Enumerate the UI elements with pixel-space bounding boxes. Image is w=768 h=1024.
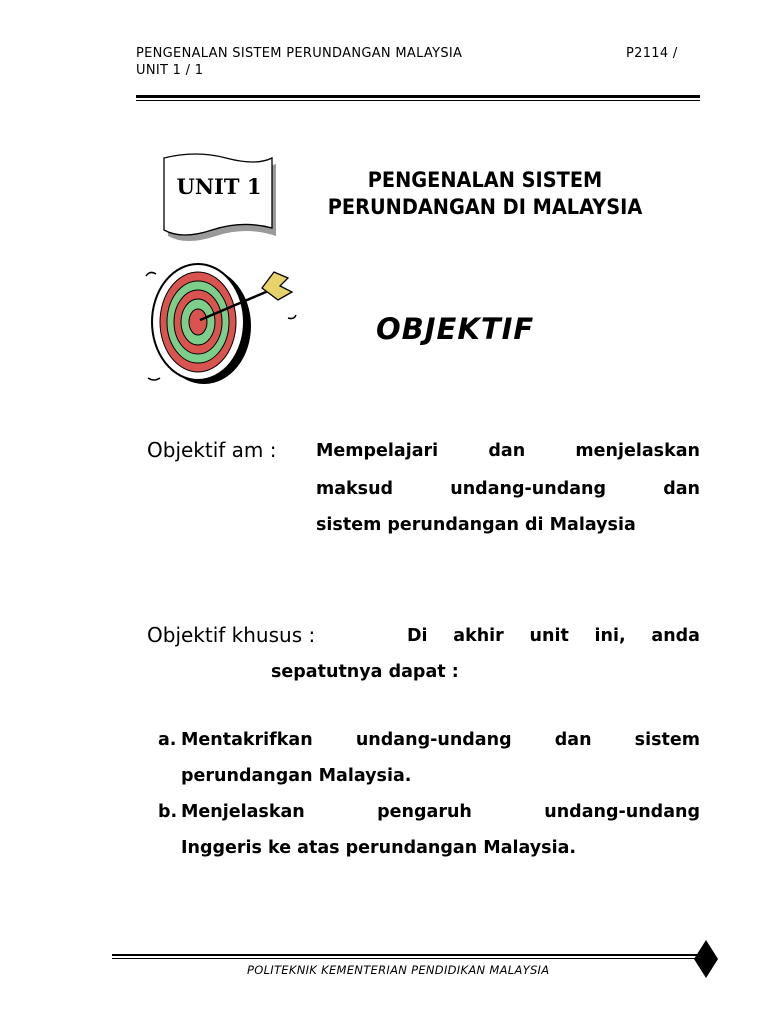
header-rule-thin bbox=[136, 100, 700, 101]
header-title-line2: UNIT 1 / 1 bbox=[136, 63, 204, 78]
list-item-b-line1: Menjelaskan pengaruh undang-undang bbox=[181, 802, 700, 822]
header-rule-thick bbox=[136, 95, 700, 98]
unit-label: UNIT 1 bbox=[176, 174, 262, 199]
objektif-khusus-intro-line1: Di akhir unit ini, anda bbox=[407, 626, 700, 646]
header-title-line1: PENGENALAN SISTEM PERUNDANGAN MALAYSIA bbox=[136, 46, 463, 61]
objektif-khusus-intro-line2: sepatutnya dapat : bbox=[271, 662, 459, 682]
footer-diamond-icon bbox=[693, 940, 719, 978]
footer-rule-thick bbox=[112, 954, 698, 956]
objektif-khusus-label: Objektif khusus : bbox=[147, 623, 316, 647]
list-item-a-line1: Mentakrifkan undang-undang dan sistem bbox=[181, 730, 700, 750]
list-item-a-line2: perundangan Malaysia. bbox=[181, 766, 412, 786]
section-heading: OBJEKTIF bbox=[376, 312, 535, 346]
target-illustration bbox=[140, 258, 300, 390]
footer-rule-thin bbox=[112, 958, 698, 959]
list-item-a-marker: a. bbox=[158, 730, 177, 750]
header-code: P2114 / bbox=[626, 46, 678, 61]
banner-flag-icon bbox=[160, 152, 280, 247]
objektif-am-line1: Mempelajari dan menjelaskan bbox=[316, 441, 700, 461]
unit-title-line2: PERUNDANGAN DI MALAYSIA bbox=[327, 195, 643, 219]
objektif-am-line2: maksud undang-undang dan bbox=[316, 479, 700, 499]
unit-title bbox=[311, 167, 659, 221]
objektif-am-line3: sistem perundangan di Malaysia bbox=[316, 515, 636, 535]
list-item-b-line2: Inggeris ke atas perundangan Malaysia. bbox=[181, 838, 577, 858]
objektif-am-label: Objektif am : bbox=[147, 438, 277, 462]
list-item-b-marker: b. bbox=[158, 802, 178, 822]
target-arrow-icon bbox=[140, 258, 300, 390]
unit-banner bbox=[160, 152, 280, 247]
unit-title-line1: PENGENALAN SISTEM bbox=[367, 168, 603, 192]
footer-text: POLITEKNIK KEMENTERIAN PENDIDIKAN MALAYSIA bbox=[247, 963, 550, 977]
